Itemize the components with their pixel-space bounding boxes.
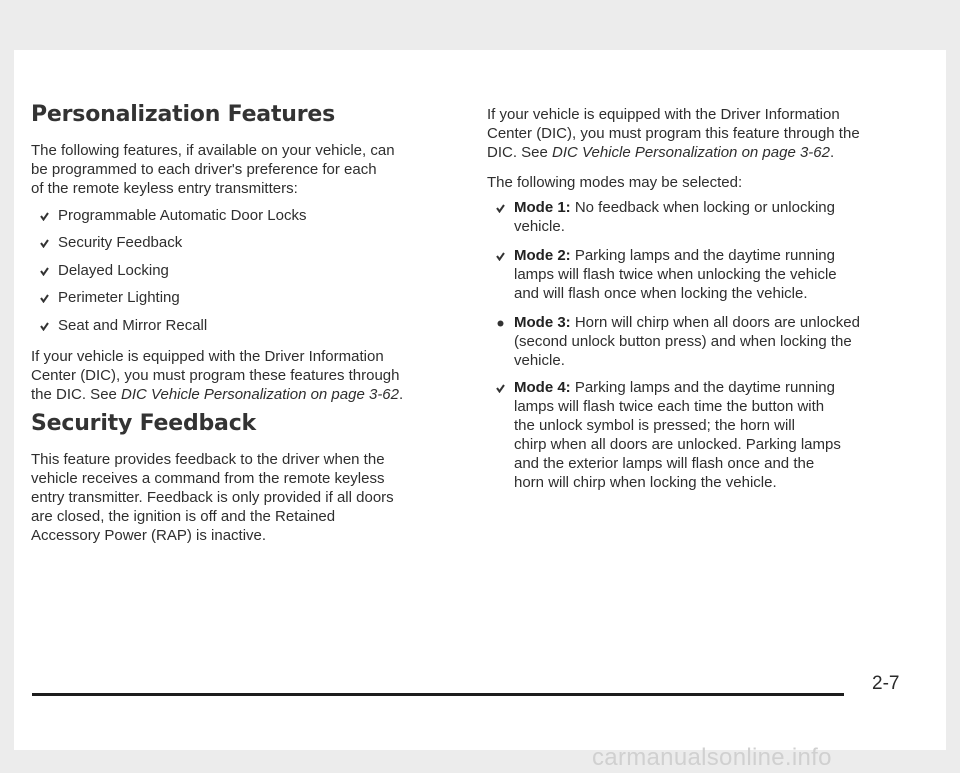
check-bullet-icon: [40, 294, 49, 303]
check-bullet-icon: [40, 212, 49, 221]
list-item: Programmable Automatic Door Locks: [40, 206, 460, 225]
mode-label: Mode 1:: [514, 199, 571, 216]
mode-label: Mode 3:: [514, 314, 571, 331]
list-item: Delayed Locking: [40, 261, 460, 280]
dic-note-paragraph: If your vehicle is equipped with the Driver Information Center (DIC), you must program these features through the DIC. See DIC Vehicle Personalization on page 3-62.: [31, 348, 404, 403]
dic-paragraph: If your vehicle is equipped with the Driver Information Center (DIC), you must program this feature through the DIC. See DIC Vehicle Personalization on page 3-62.: [487, 106, 860, 161]
list-item: Security Feedback: [40, 233, 460, 252]
check-bullet-icon: [496, 319, 505, 328]
footer-rule: [32, 693, 844, 696]
page-number: 2-7: [872, 673, 900, 694]
mode-item: Mode 4: Parking lamps and the daytime running lamps will flash twice each time the button with the unlock symbol is pressed; the horn will chirp when all doors are unlocked. Parking lamps and the exterior lamps will flash once and the horn will chirp when locking the vehicle.: [496, 378, 926, 492]
mode-item: Mode 1: No feedback when locking or unlocking vehicle.: [496, 198, 926, 236]
heading-personalization-features: Personalization Features: [31, 102, 335, 127]
heading-security-feedback: Security Feedback: [31, 411, 256, 436]
list-item: Seat and Mirror Recall: [40, 316, 460, 335]
cross-reference-link[interactable]: DIC Vehicle Personalization on page 3-62: [552, 144, 830, 161]
mode-label: Mode 4:: [514, 379, 571, 396]
mode-label: Mode 2:: [514, 247, 571, 264]
modes-intro: The following modes may be selected:: [487, 174, 743, 191]
check-bullet-icon: [40, 239, 49, 248]
check-bullet-icon: [496, 384, 505, 393]
watermark: carmanualsonline.info: [592, 744, 832, 771]
check-bullet-icon: [40, 267, 49, 276]
mode-item: Mode 2: Parking lamps and the daytime running lamps will flash twice when unlocking the vehicle and will flash once when locking the vehicle.: [496, 246, 926, 303]
intro-paragraph: The following features, if available on your vehicle, can be programmed to each driver's preference for each of the remote keyless entry transmitters:: [31, 142, 395, 197]
security-feedback-paragraph: This feature provides feedback to the driver when the vehicle receives a command from the remote keyless entry transmitter. Feedback is only provided if all doors are closed, the ignition is off and the Retained Accessory Power (RAP) is inactive.: [31, 451, 394, 544]
check-bullet-icon: [496, 204, 505, 213]
mode-item: Mode 3: Horn will chirp when all doors are unlocked (second unlock button press) and when locking the vehicle.: [496, 313, 926, 370]
manual-page: [14, 50, 946, 750]
check-bullet-icon: [40, 322, 49, 331]
list-item: Perimeter Lighting: [40, 288, 460, 307]
cross-reference-link[interactable]: DIC Vehicle Personalization on page 3-62: [121, 386, 399, 403]
check-bullet-icon: [496, 252, 505, 261]
